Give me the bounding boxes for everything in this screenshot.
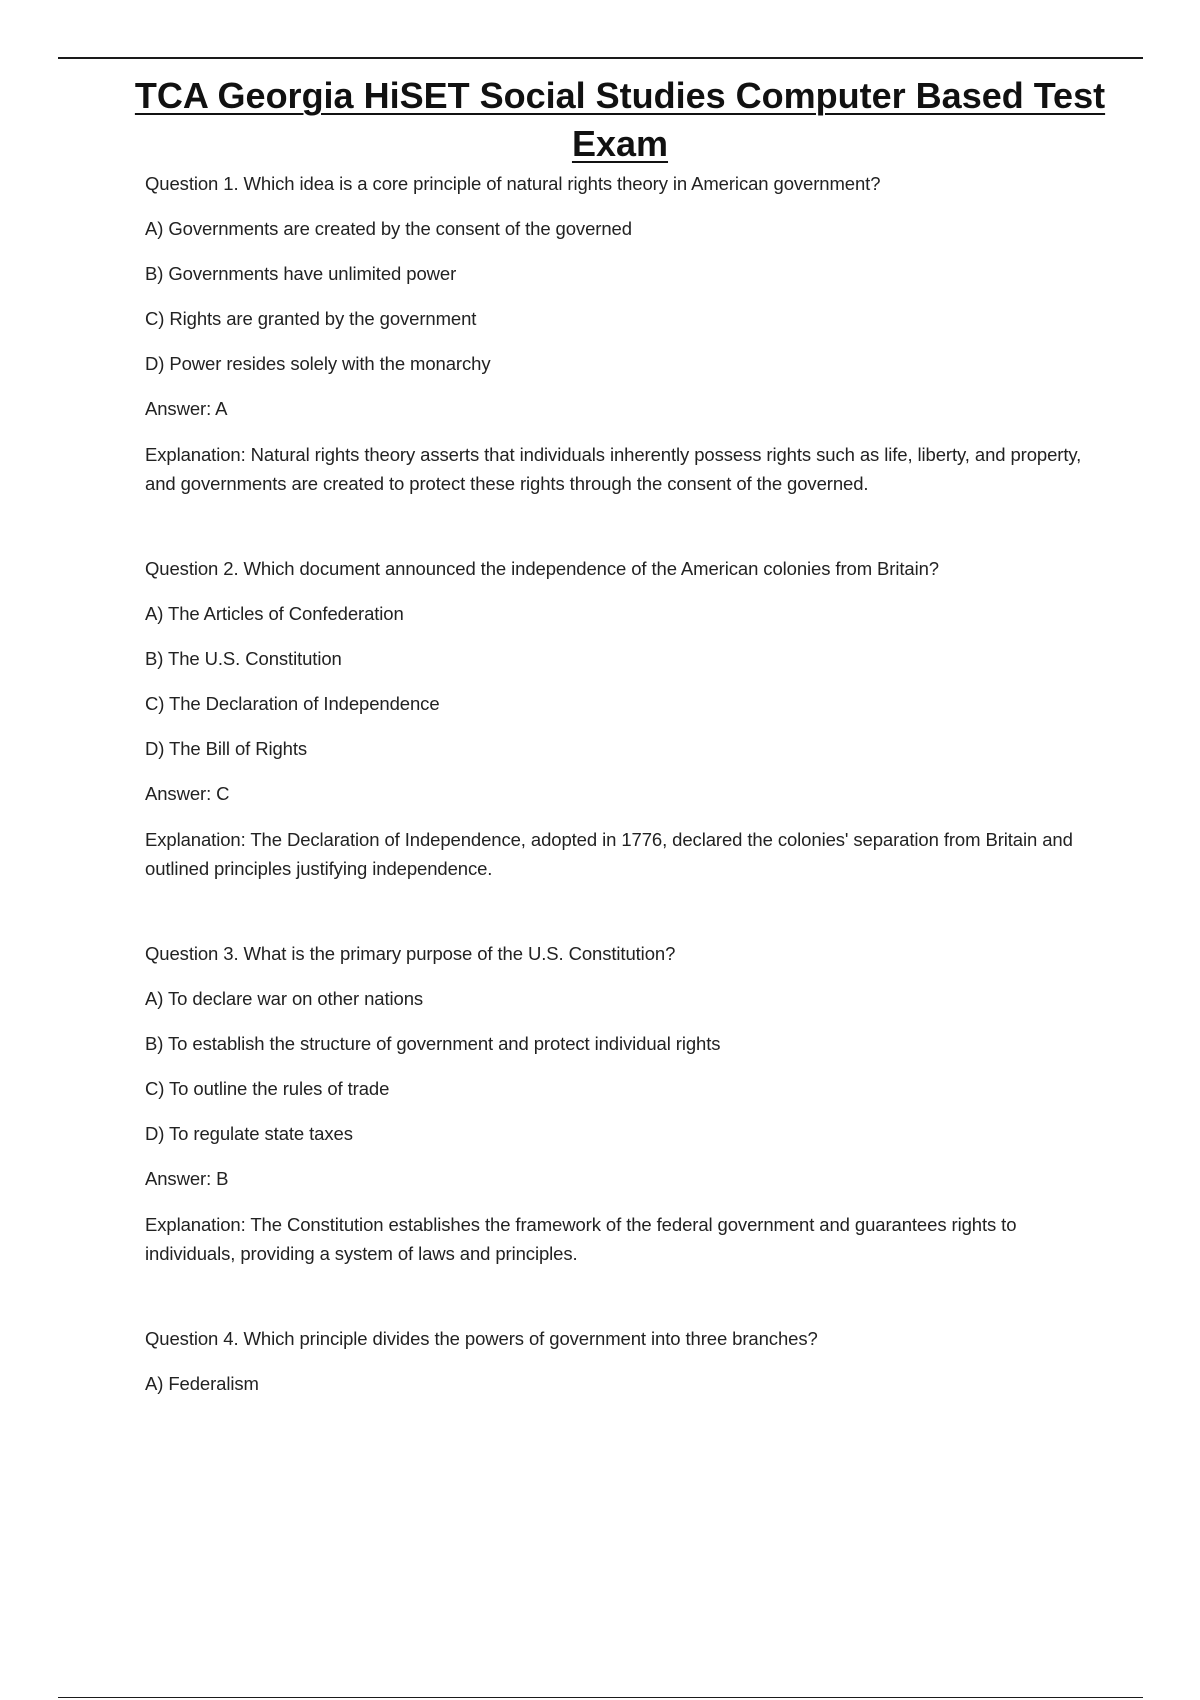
answer-option-b: B) The U.S. Constitution (145, 648, 342, 669)
answer-option-c: C) The Declaration of Independence (145, 693, 440, 714)
answer-option-d: D) Power resides solely with the monarchy (145, 353, 491, 374)
question-text: Question 2. Which document announced the independence of the American colonies from Britain? (145, 558, 939, 579)
question-block-1 (145, 170, 1085, 498)
answer-option-a: A) Governments are created by the consent of the governed (145, 218, 632, 239)
question-list (145, 170, 1085, 1455)
top-rule (58, 57, 1143, 59)
explanation: Explanation: The Declaration of Independence, adopted in 1776, declared the colonies' separation from Britain and outlined principles justifying independence. (145, 829, 1073, 879)
explanation: Explanation: Natural rights theory asserts that individuals inherently possess rights such as life, liberty, and property, and governments are created to protect these rights through the consent of the governed. (145, 444, 1082, 494)
question-block-4 (145, 1325, 1085, 1398)
correct-answer: Answer: A (145, 398, 228, 419)
question-text: Question 4. Which principle divides the powers of government into three branches? (145, 1328, 818, 1349)
correct-answer: Answer: B (145, 1168, 229, 1189)
explanation: Explanation: The Constitution establishes the framework of the federal government and guarantees rights to individuals, providing a system of laws and principles. (145, 1214, 1017, 1264)
answer-option-c: C) Rights are granted by the government (145, 308, 477, 329)
answer-option-a: A) Federalism (145, 1373, 259, 1394)
page-title: TCA Georgia HiSET Social Studies Computer Based Test Exam (134, 75, 1106, 164)
answer-option-b: B) Governments have unlimited power (145, 263, 457, 284)
answer-option-d: D) To regulate state taxes (145, 1123, 353, 1144)
answer-option-a: A) To declare war on other nations (145, 988, 424, 1009)
bottom-rule (58, 1697, 1143, 1698)
answer-option-a: A) The Articles of Confederation (145, 603, 404, 624)
answer-option-d: D) The Bill of Rights (145, 738, 308, 759)
question-text: Question 1. Which idea is a core principle of natural rights theory in American government? (145, 173, 881, 194)
question-text: Question 3. What is the primary purpose of the U.S. Constitution? (145, 943, 676, 964)
question-block-2 (145, 555, 1085, 883)
answer-option-c: C) To outline the rules of trade (145, 1078, 390, 1099)
question-block-3 (145, 940, 1085, 1268)
correct-answer: Answer: C (145, 783, 230, 804)
answer-option-b: B) To establish the structure of government and protect individual rights (145, 1033, 721, 1054)
